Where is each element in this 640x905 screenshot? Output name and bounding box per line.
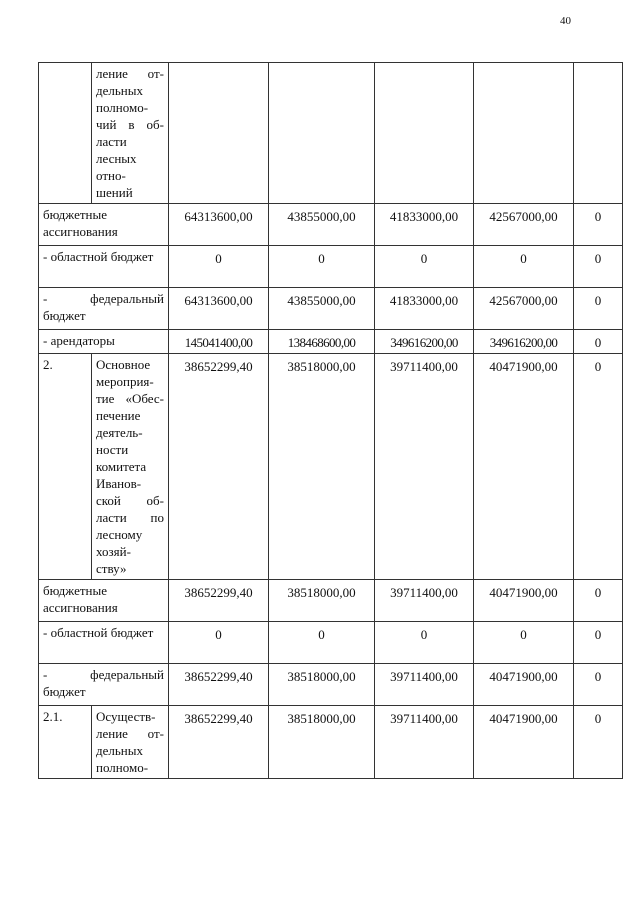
value-cell: 0 (169, 246, 269, 288)
table-row (39, 288, 623, 330)
table-row (39, 664, 623, 706)
value-cell: 0 (574, 330, 623, 354)
value-cell: 145041400,00 (169, 330, 269, 354)
value-cell: 0 (474, 622, 574, 664)
table-cell: Осуществ- ление от- дельных полномо- (92, 706, 169, 779)
table-cell: ление от- дельных полномо- чий в об- ласти лесных отно- шений (92, 63, 169, 204)
value-cell: 38652299,40 (169, 664, 269, 706)
table-row (39, 204, 623, 246)
value-cell: 39711400,00 (375, 706, 474, 779)
value-cell: 0 (169, 622, 269, 664)
value-cell: 138468600,00 (269, 330, 375, 354)
table-row (39, 63, 623, 204)
value-cell: 0 (269, 246, 375, 288)
value-cell: 0 (375, 622, 474, 664)
row-number: 2.1. (39, 706, 92, 779)
value-cell: 41833000,00 (375, 204, 474, 246)
value-cell: 40471900,00 (474, 354, 574, 580)
value-cell: 0 (375, 246, 474, 288)
budget-table (38, 62, 623, 779)
row-label: - федеральный бюджет (39, 288, 169, 330)
value-cell: 64313600,00 (169, 288, 269, 330)
value-cell: 38518000,00 (269, 354, 375, 580)
value-cell: 0 (574, 580, 623, 622)
row-label: - областной бюджет (39, 246, 169, 288)
value-cell: 0 (574, 622, 623, 664)
row-label: - федеральный бюджет (39, 664, 169, 706)
row-label: бюджетные ассигнования (39, 580, 169, 622)
value-cell: 40471900,00 (474, 580, 574, 622)
table-row (39, 354, 623, 580)
value-cell: 42567000,00 (474, 288, 574, 330)
value-cell: 39711400,00 (375, 664, 474, 706)
value-cell: 38652299,40 (169, 580, 269, 622)
table-row (39, 706, 623, 779)
value-cell: 349616200,00 (375, 330, 474, 354)
value-cell: 64313600,00 (169, 204, 269, 246)
value-cell: 0 (574, 246, 623, 288)
value-cell: 43855000,00 (269, 288, 375, 330)
value-cell: 38518000,00 (269, 580, 375, 622)
row-number: 2. (39, 354, 92, 580)
value-cell: 0 (574, 664, 623, 706)
value-cell: 0 (574, 354, 623, 580)
table-row (39, 330, 623, 354)
value-cell: 0 (269, 622, 375, 664)
value-cell: 38518000,00 (269, 664, 375, 706)
row-label: - областной бюджет (39, 622, 169, 664)
value-cell: 38518000,00 (269, 706, 375, 779)
table-row (39, 622, 623, 664)
value-cell: 349616200,00 (474, 330, 574, 354)
row-label: - арендаторы (39, 330, 169, 354)
value-cell: 39711400,00 (375, 354, 474, 580)
value-cell: 0 (574, 706, 623, 779)
value-cell: 0 (474, 246, 574, 288)
table-cell (39, 63, 92, 204)
table-row (39, 580, 623, 622)
value-cell: 40471900,00 (474, 706, 574, 779)
page-number: 40 (560, 15, 571, 27)
value-cell: 38652299,40 (169, 706, 269, 779)
value-cell: 0 (574, 204, 623, 246)
value-cell: 0 (574, 288, 623, 330)
table-cell: Основное мероприя- тие «Обес- печение деятель- ности комитета Иванов- ской об- ласти по лесному хозяй- ству» (92, 354, 169, 580)
value-cell: 39711400,00 (375, 580, 474, 622)
value-cell: 40471900,00 (474, 664, 574, 706)
value-cell: 38652299,40 (169, 354, 269, 580)
row-label: бюджетные ассигнования (39, 204, 169, 246)
table-row (39, 246, 623, 288)
value-cell: 42567000,00 (474, 204, 574, 246)
value-cell: 43855000,00 (269, 204, 375, 246)
value-cell: 41833000,00 (375, 288, 474, 330)
